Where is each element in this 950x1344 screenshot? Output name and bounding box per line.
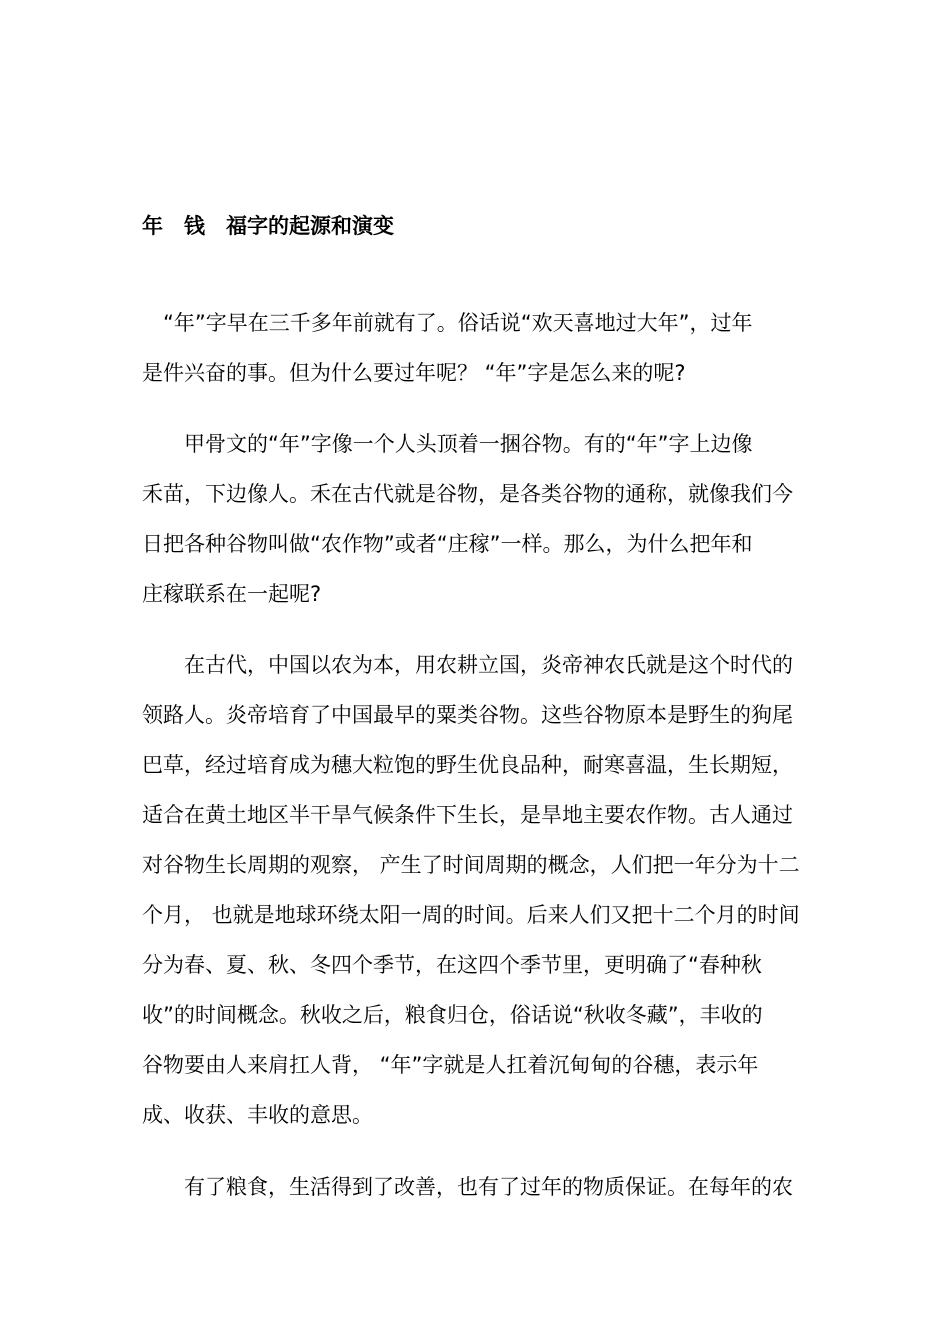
text-line: 巴草，经过培育成为穗大粒饱的野生优良品种，耐寒喜温，生长期短， (142, 753, 793, 777)
text-line: “年”字早在三千多年前就有了。俗话说“欢天喜地过大年”，过年 (142, 311, 753, 335)
text-line: 是件兴奋的事。但为什么要过年呢？ “年”字是怎么来的呢? (142, 361, 686, 385)
paragraph-2 (142, 419, 842, 619)
paragraph-4 (142, 1162, 842, 1212)
text-line: 有了粮食，生活得到了改善，也有了过年的物质保证。在每年的农 (142, 1175, 793, 1199)
text-line: 个月， 也就是地球环绕太阳一周的时间。后来人们又把十二个月的时间 (142, 903, 800, 927)
text-line: 禾苗，下边像人。禾在古代就是谷物，是各类谷物的通称，就像我们今 (142, 482, 793, 506)
text-line: 适合在黄土地区半干旱气候条件下生长，是旱地主要农作物。古人通过 (142, 803, 793, 827)
text-line: 成、收获、丰收的意思。 (142, 1103, 373, 1127)
text-line: 在古代，中国以农为本，用农耕立国，炎帝神农氏就是这个时代的 (142, 653, 793, 677)
text-line: 领路人。炎帝培育了中国最早的粟类谷物。这些谷物原本是野生的狗尾 (142, 703, 793, 727)
paragraph-3 (142, 640, 842, 1140)
text-line: 日把各种谷物叫做“农作物”或者“庄稼”一样。那么，为什么把年和 (142, 532, 753, 556)
text-line: 谷物要由人来肩扛人背， “年”字就是人扛着沉甸甸的谷穗，表示年 (142, 1053, 759, 1077)
paragraph-1 (142, 298, 842, 398)
text-line: 对谷物生长周期的观察， 产生了时间周期的概念，人们把一年分为十二 (142, 853, 800, 877)
text-line: 庄稼联系在一起呢? (142, 582, 322, 606)
text-line: 分为春、夏、秋、冬四个季节，在这四个季节里，更明确了“春种秋 (142, 953, 762, 977)
text-line: 甲骨文的“年”字像一个人头顶着一捆谷物。有的“年”字上边像 (142, 432, 753, 456)
document-title: 年 钱 福字的起源和演变 (142, 214, 394, 238)
text-line: 收”的时间概念。秋收之后，粮食归仓，俗话说“秋收冬藏”，丰收的 (142, 1003, 763, 1027)
